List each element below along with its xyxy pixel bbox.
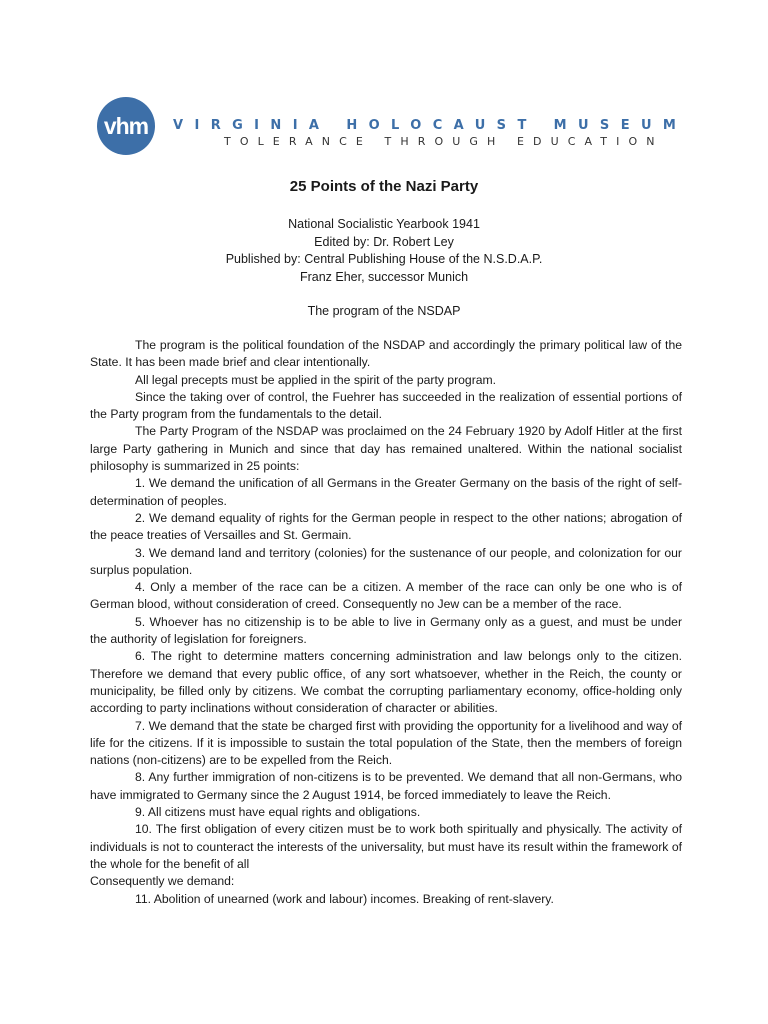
- point-paragraph: 8. Any further immigration of non-citizens is to be prevented. We demand that all non-Germans, who have immigrated to Germany since the 2 August 1914, be forced immediately to leave the Reich.: [90, 770, 682, 802]
- meta-line: Edited by: Dr. Robert Ley: [314, 234, 454, 249]
- publication-meta: [0, 216, 768, 286]
- document-title: 25 Points of the Nazi Party: [289, 178, 479, 195]
- point-paragraph: 2. We demand equality of rights for the German people in respect to the other nations; abrogation of the peace treaties of Versailles and St. Germain.: [90, 510, 682, 543]
- point-paragraph: 4. Only a member of the race can be a citizen. A member of the race can only be one who is of German blood, without consideration of creed. Consequently no Jew can be a member of the race.: [90, 580, 682, 612]
- paragraph: All legal precepts must be applied in the spirit of the party program.: [135, 372, 497, 387]
- museum-tagline: TOLERANCE THROUGH EDUCATION: [224, 135, 664, 148]
- program-title: The program of the NSDAP: [307, 304, 461, 318]
- museum-logo: vhm: [97, 97, 155, 155]
- paragraph: The program is the political foundation of the NSDAP and accordingly the primary political law of the State. It has been made brief and clear intentionally.: [90, 338, 682, 370]
- paragraph: Since the taking over of control, the Fuehrer has succeeded in the realization of essential portions of the Party program from the fundamentals to the detail.: [90, 389, 682, 422]
- point-paragraph: 3. We demand land and territory (colonies) for the sustenance of our people, and colonization for our surplus population.: [90, 545, 682, 577]
- meta-line: Franz Eher, successor Munich: [299, 269, 469, 284]
- body-text: [90, 337, 682, 908]
- museum-name: VIRGINIA HOLOCAUST MUSEUM: [173, 118, 688, 133]
- point-paragraph: 7. We demand that the state be charged first with providing the opportunity for a livelihood and way of life for the citizens. If it is impossible to sustain the total population of the State, then the members of foreign nations (non-citizens) are to be expelled from the Reich.: [90, 718, 682, 768]
- paragraph: The Party Program of the NSDAP was proclaimed on the 24 February 1920 by Adolf Hitler at the first large Party gathering in Munich and since that day has remained unaltered. Within the national socialist philosophy is summarized in 25 points:: [90, 424, 682, 474]
- point-paragraph: 9. All citizens must have equal rights and obligations.: [135, 805, 421, 820]
- museum-header: [97, 97, 688, 157]
- meta-line: National Socialistic Yearbook 1941: [288, 217, 480, 231]
- point-paragraph: 10. The first obligation of every citizen must be to work both spiritually and physically. The activity of individuals is not to counteract the interests of the universality, but must have its result within the framework of the whole for the benefit of all: [90, 822, 682, 871]
- point-paragraph: 1. We demand the unification of all Germans in the Greater Germany on the basis of the right of self-determination of peoples.: [90, 476, 682, 508]
- point-paragraph: 5. Whoever has no citizenship is to be able to live in Germany only as a guest, and must be under the authority of legislation for foreigners.: [90, 614, 682, 647]
- demand-heading: Consequently we demand:: [90, 874, 235, 889]
- point-paragraph: 11. Abolition of unearned (work and labour) incomes. Breaking of rent-slavery.: [135, 891, 554, 906]
- point-paragraph: 6. The right to determine matters concerning administration and law belongs only to the citizen. Therefore we demand that every public office, of any sort whatsoever, whether in the Reich, the county or municipality, be filled only by citizens. We combat the corrupting parliamentary economy, office-holding only according to party inclinations without consideration of character or abilities.: [90, 649, 682, 716]
- meta-line: Published by: Central Publishing House of the N.S.D.A.P.: [225, 252, 543, 266]
